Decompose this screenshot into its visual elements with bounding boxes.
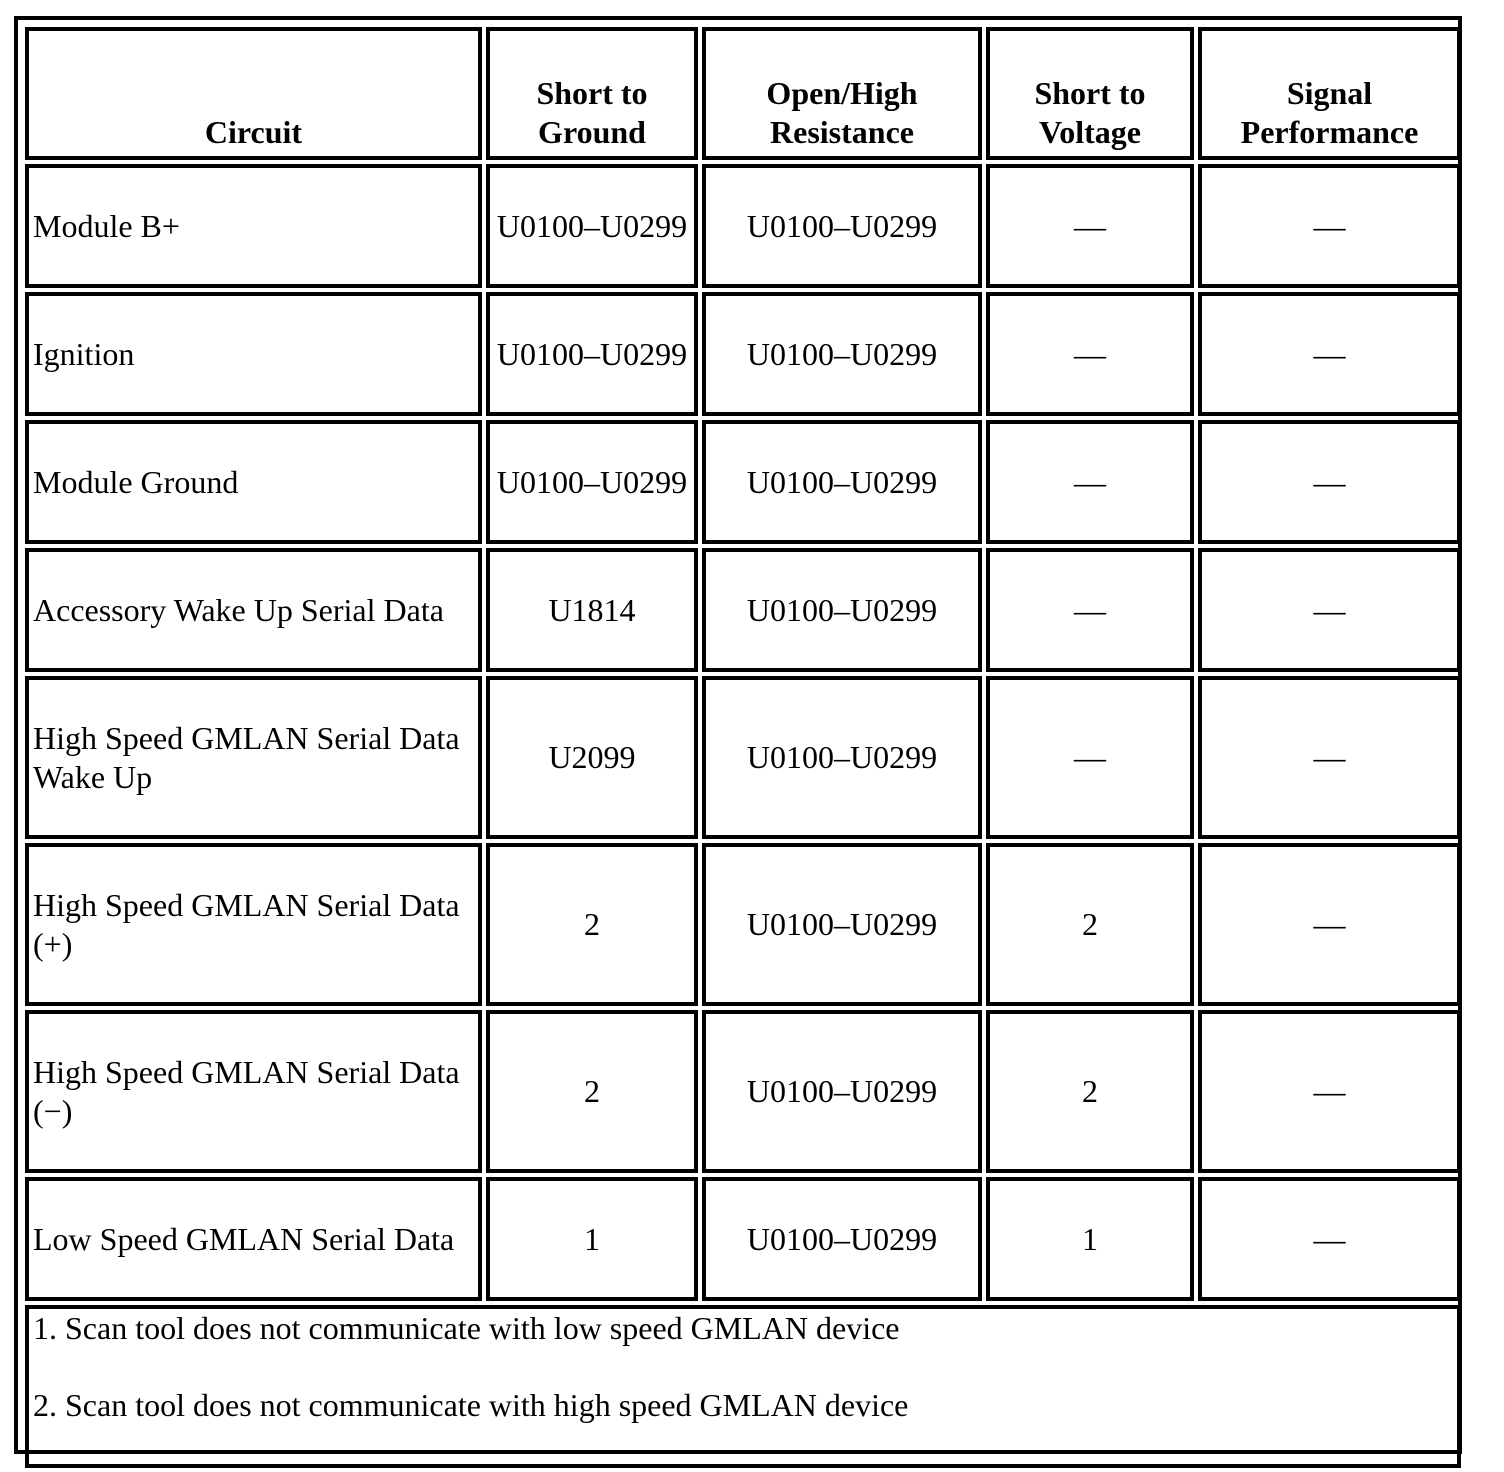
short-to-voltage-cell: —	[986, 292, 1194, 416]
short-to-ground-cell: U0100–U0299	[486, 420, 698, 544]
table-row	[25, 292, 1461, 416]
circuit-cell: Accessory Wake Up Serial Data	[25, 548, 482, 672]
table-row	[25, 420, 1461, 544]
short-to-voltage-cell: —	[986, 548, 1194, 672]
short-to-voltage-cell: 2	[986, 1010, 1194, 1173]
open-high-resistance-cell: U0100–U0299	[702, 292, 982, 416]
open-high-resistance-cell: U0100–U0299	[702, 548, 982, 672]
short-to-voltage-cell: 1	[986, 1177, 1194, 1301]
circuit-cell: Ignition	[25, 292, 482, 416]
table-row	[25, 164, 1461, 288]
signal-performance-cell: —	[1198, 843, 1461, 1006]
note-1: 1. Scan tool does not communicate with low speed GMLAN device	[33, 1310, 900, 1346]
header-short-to-voltage: Short to Voltage	[986, 27, 1194, 160]
header-short-to-ground: Short to Ground	[486, 27, 698, 160]
open-high-resistance-cell: U0100–U0299	[702, 1010, 982, 1173]
circuit-dtc-table	[21, 23, 1465, 1472]
open-high-resistance-cell: U0100–U0299	[702, 1177, 982, 1301]
circuit-cell: Module Ground	[25, 420, 482, 544]
header-circuit: Circuit	[25, 27, 482, 160]
short-to-ground-cell: U0100–U0299	[486, 292, 698, 416]
open-high-resistance-cell: U0100–U0299	[702, 676, 982, 839]
header-open-high-resistance: Open/High Resistance	[702, 27, 982, 160]
circuit-cell: Low Speed GMLAN Serial Data	[25, 1177, 482, 1301]
header-signal-performance: Signal Performance	[1198, 27, 1461, 160]
short-to-voltage-cell: 2	[986, 843, 1194, 1006]
table-row	[25, 548, 1461, 672]
short-to-ground-cell: 2	[486, 1010, 698, 1173]
table-row	[25, 1177, 1461, 1301]
circuit-cell: Module B+	[25, 164, 482, 288]
header-row	[25, 27, 1461, 160]
signal-performance-cell: —	[1198, 420, 1461, 544]
short-to-ground-cell: U2099	[486, 676, 698, 839]
short-to-voltage-cell: —	[986, 164, 1194, 288]
notes-cell	[25, 1305, 1461, 1468]
short-to-ground-cell: U0100–U0299	[486, 164, 698, 288]
open-high-resistance-cell: U0100–U0299	[702, 420, 982, 544]
note-2: 2. Scan tool does not communicate with high speed GMLAN device	[33, 1387, 909, 1423]
table-row	[25, 1010, 1461, 1173]
table-row	[25, 843, 1461, 1006]
circuit-cell: High Speed GMLAN Serial Data (−)	[25, 1010, 482, 1173]
open-high-resistance-cell: U0100–U0299	[702, 843, 982, 1006]
short-to-voltage-cell: —	[986, 676, 1194, 839]
notes-row	[25, 1305, 1461, 1468]
signal-performance-cell: —	[1198, 164, 1461, 288]
open-high-resistance-cell: U0100–U0299	[702, 164, 982, 288]
circuit-cell: High Speed GMLAN Serial Data (+)	[25, 843, 482, 1006]
short-to-ground-cell: U1814	[486, 548, 698, 672]
signal-performance-cell: —	[1198, 292, 1461, 416]
signal-performance-cell: —	[1198, 548, 1461, 672]
circuit-cell: High Speed GMLAN Serial Data Wake Up	[25, 676, 482, 839]
signal-performance-cell: —	[1198, 676, 1461, 839]
short-to-voltage-cell: —	[986, 420, 1194, 544]
table-row	[25, 676, 1461, 839]
short-to-ground-cell: 2	[486, 843, 698, 1006]
short-to-ground-cell: 1	[486, 1177, 698, 1301]
signal-performance-cell: —	[1198, 1010, 1461, 1173]
diagnostic-table-frame	[14, 16, 1462, 1454]
signal-performance-cell: —	[1198, 1177, 1461, 1301]
